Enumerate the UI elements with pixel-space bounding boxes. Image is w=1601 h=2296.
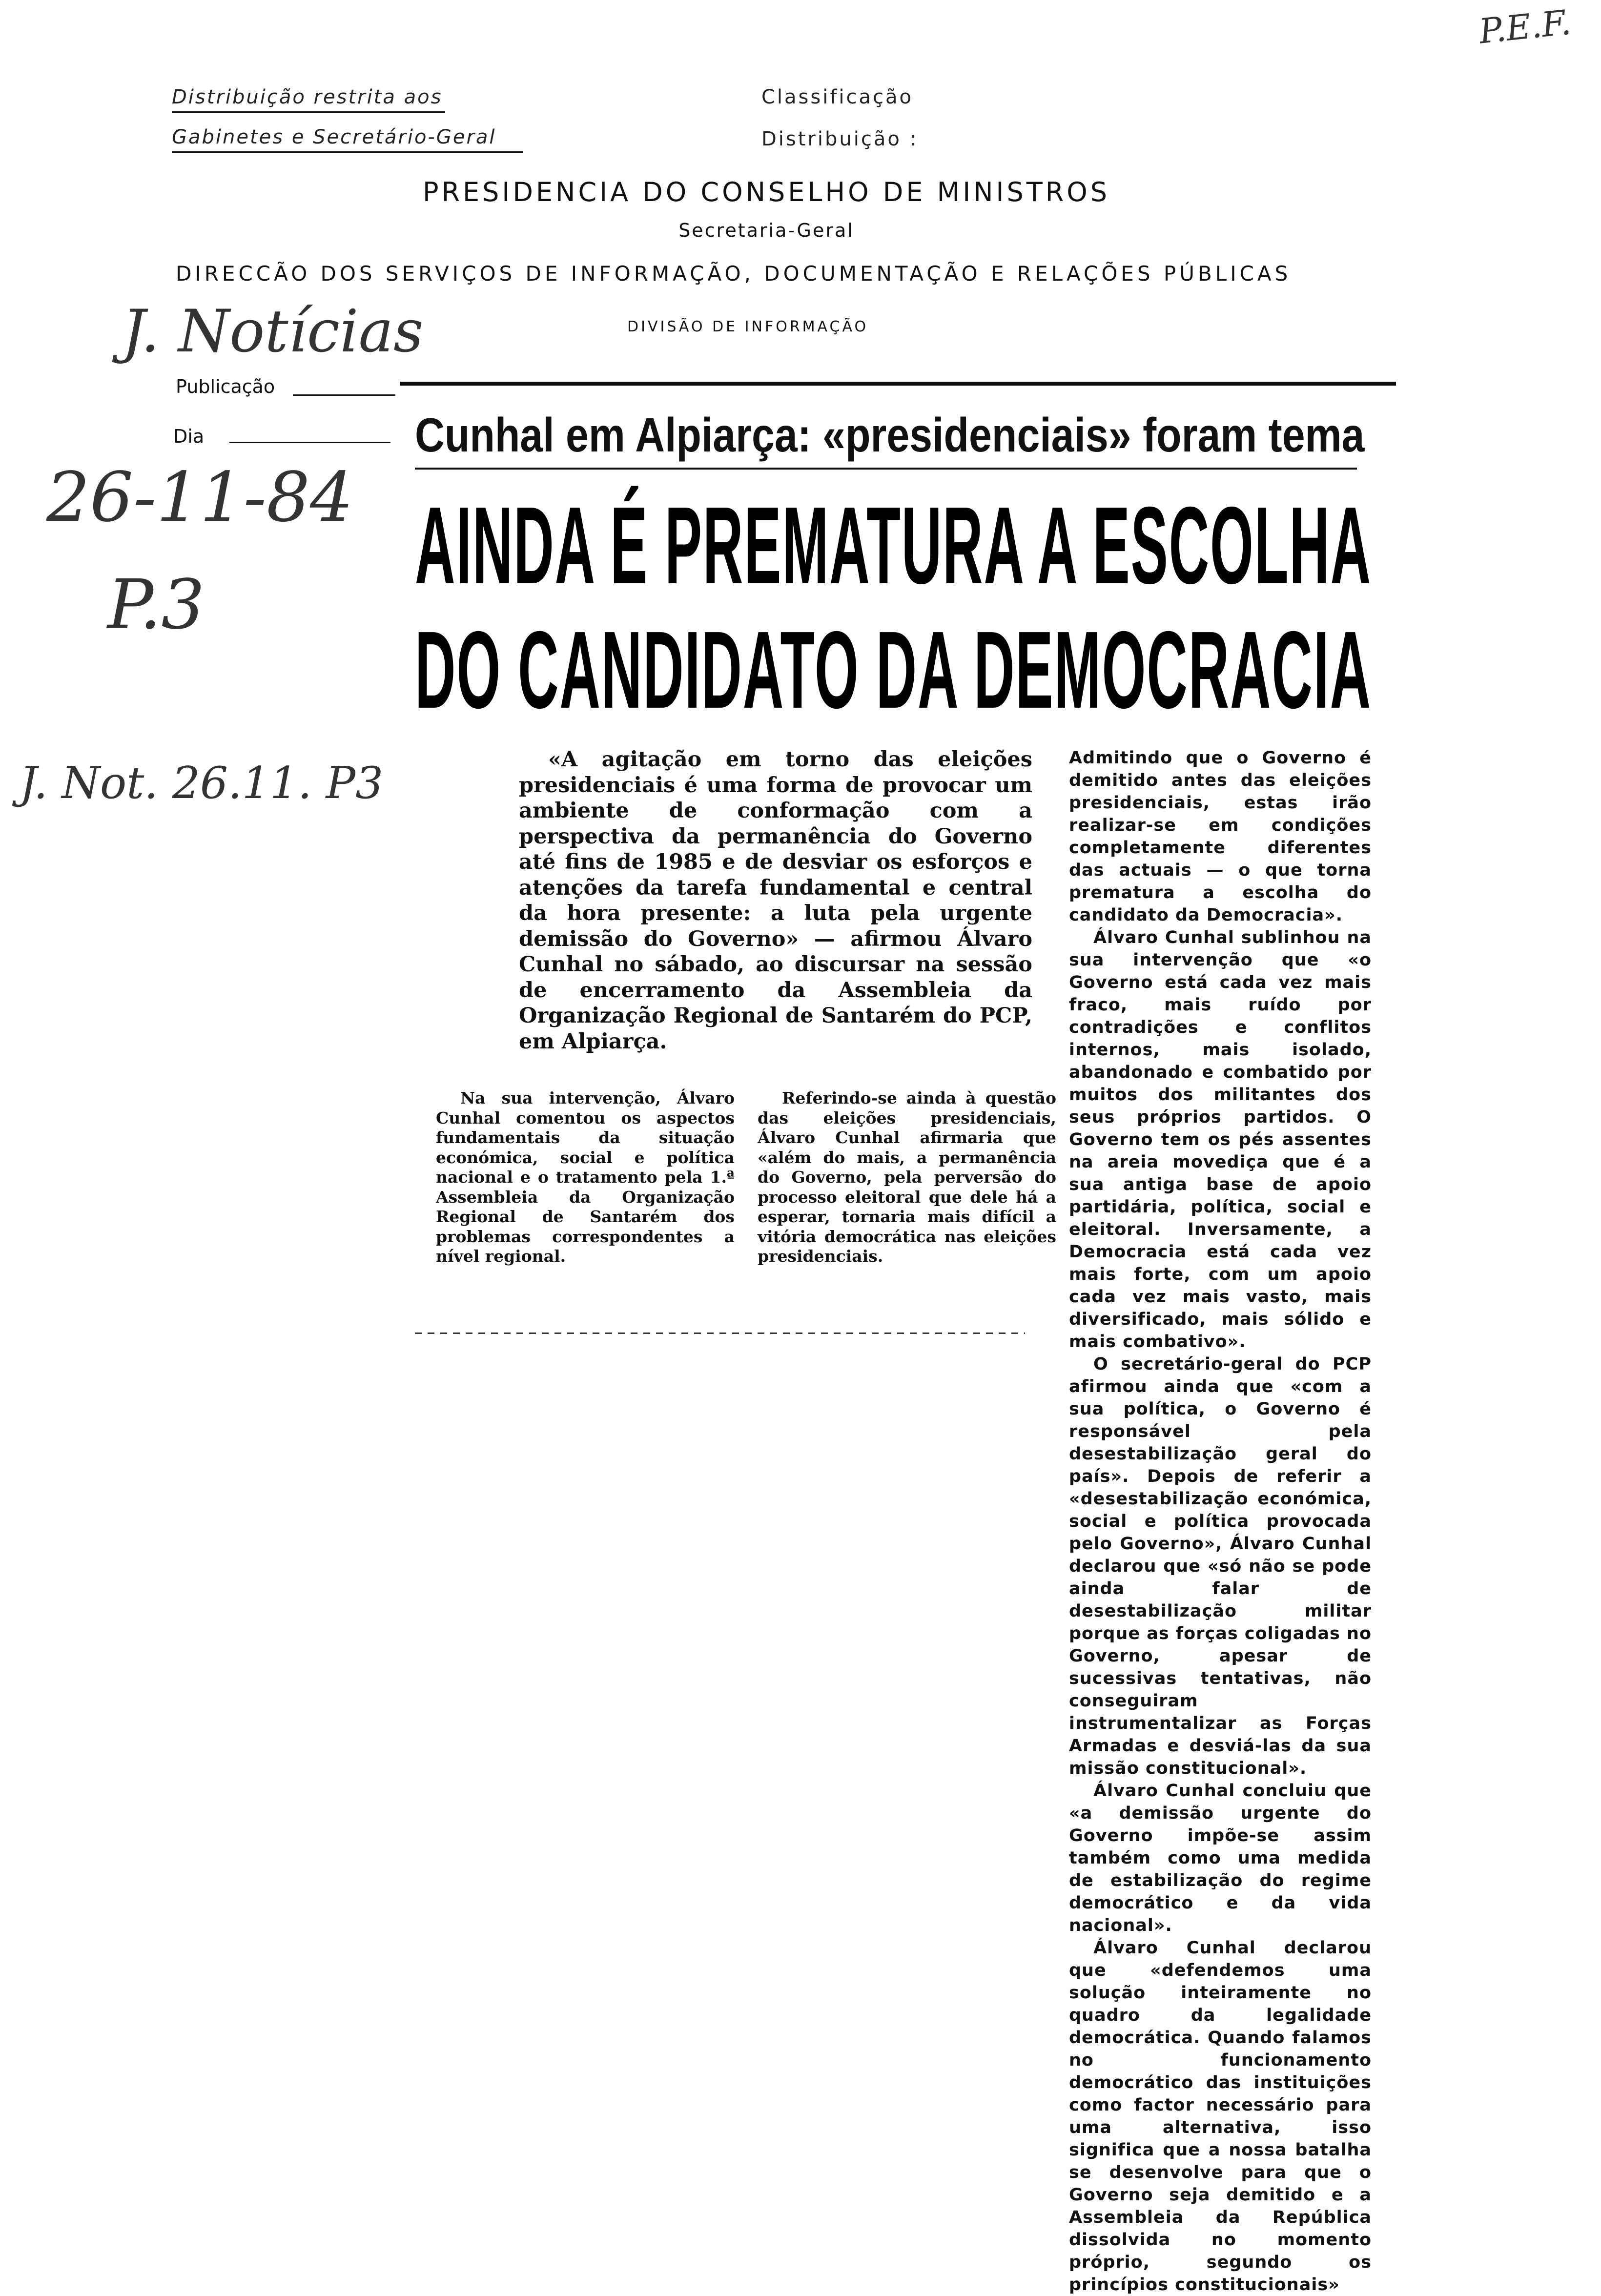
day-field-line [229,442,390,443]
handwritten-date: 26-11-84 [46,458,354,537]
directorate-title: DIRECCÃO DOS SERVIÇOS DE INFORMAÇÃO, DOCUMENTAÇÃO E RELAÇÕES PÚBLICAS [176,262,1292,286]
distribution-label: Distribuição : [761,128,919,150]
paragraph: Álvaro Cunhal concluiu que «a demissão urgente do Governo impõe-se assim também como uma medida de estabilização do regime democrático e da vida nacional». [1069,1781,1372,1935]
paragraph: Admitindo que o Governo é demitido antes das eleições presidenciais, estas irão realizar-se em condições completamente diferentes das actuais — o que torna prematura a escolha do candidato da Democracia». [1069,748,1372,925]
paragraph: O secretário-geral do PCP afirmou ainda que «com a sua política, o Governo é responsável pela desestabilização geral do país». Depois de referir a «desestabilização económica, social e política provocada pelo Governo», Álvaro Cunhal declarou que «só não se pode ainda falar de desestabilização militar porque as forças coligadas no Governo, apesar de sucessivas tentativas, não conseguiram instrumentalizar as Forças Armadas e desviá-las da sua missão constitucional». [1069,1354,1372,1778]
article-column-2: Referindo-se ainda à questão das eleições presidenciais, Álvaro Cunhal afirmaria que «além do mais, a permanência do Governo, pela perversão do processo eleitoral que dele há a esperar, tornaria mais difícil a vitória democrática nas eleições presidenciais. [758,1088,1056,1266]
article-right-column [1069,747,1372,2296]
article-kicker: Cunhal em Alpiarça: «presidenciais» foram tema [415,408,1365,462]
handwritten-publication: J. Notícias [122,298,424,366]
handwritten-top-right-note: P.E.F. [1477,2,1573,52]
article-lead: «A agitação em torno das eleições presidenciais é uma forma de provocar um ambiente de conformação com a perspectiva da permanência do Governo até fins de 1985 e de desviar os esforços e atenções da tarefa fundamental e central da hora presente: a luta pela urgente demissão do Governo» — afirmou Álvaro Cunhal no sábado, ao discursar na sessão de encerramento da Assembleia da Organização Regional de Santarém do PCP, em Alpiarça. [519,747,1032,1054]
org-title: PRESIDENCIA DO CONSELHO DE MINISTROS [422,177,1110,207]
headline-line1: AINDA É PREMATURA A ESCOLHA [415,484,1372,607]
distribution-restriction-line2: Gabinetes e Secretário-Geral [172,126,496,148]
kicker-underline [415,468,1357,470]
divider [172,151,523,153]
paragraph: Álvaro Cunhal declarou que «defendemos uma solução inteiramente no quadro da legalidade democrática. Quando falamos no funcionamento democrático das instituições como factor necessário para uma alternativa, isso significa que a nossa batalha se desenvolve para que o Governo seja demitido e a Assembleia da República dissolvida no momento próprio, segundo os princípios constitucionais» [1069,1938,1372,2295]
classification-label: Classificação [761,86,914,108]
distribution-restriction-line1: Distribuição restrita aos [172,86,443,108]
publication-field-line [293,394,395,396]
day-label: Dia [173,426,205,447]
divider [172,111,445,113]
org-subtitle: Secretaria-Geral [678,220,854,241]
article-column-1: Na sua intervenção, Álvaro Cunhal comentou os aspectos fundamentais da situação económica, social e política nacional e o tratamento pela 1.ª Assembleia da Organização Regional de Santarém dos problemas correspondentes a nível regional. [436,1088,735,1266]
paragraph: Álvaro Cunhal sublinhou na sua intervenção que «o Governo está cada vez mais fraco, mais ruído por contradições e conflitos internos, mais isolado, abandonado e combatido por muitos dos militantes dos seus próprios partidos. O Governo tem os pés assentes na areia movediça que é a sua antiga base de apoio partidária, política, social e eleitoral. Inversamente, a Democracia está cada vez mais forte, com um apoio cada vez mais vasto, mais diversificado, mais sólido e mais combativo». [1069,928,1372,1352]
headline-line2-wrap [415,608,1372,737]
handwritten-page: P.3 [107,565,205,645]
headline-line2: DO CANDIDATO DA DEMOCRACIA [415,608,1372,731]
publication-label: Publicação [176,376,275,397]
division-title: DIVISÃO DE INFORMAÇÃO [627,318,869,335]
column-end-divider [415,1332,1025,1334]
handwritten-headline-note: J. Not. 26.11. P3 [20,758,384,809]
headline-line1-wrap [415,484,1372,613]
top-rule [400,382,1396,386]
